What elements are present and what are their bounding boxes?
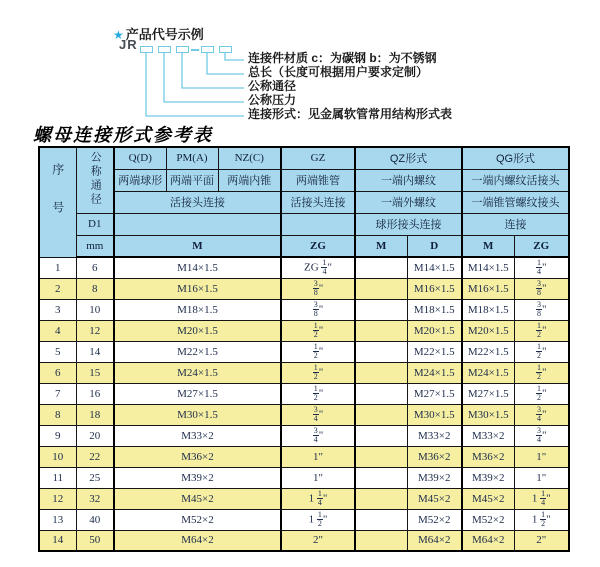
header-nzc: NZ(C) bbox=[218, 147, 281, 169]
header-gz-join: 活接头连接 bbox=[281, 191, 355, 213]
cell-qg-m: M52×2 bbox=[462, 509, 514, 530]
cell-m: M39×2 bbox=[114, 467, 281, 488]
cell-qz-d: M20×1.5 bbox=[407, 320, 462, 341]
cell-seq: 9 bbox=[39, 425, 76, 446]
header-qg-sub1: 一端内螺纹活接头 bbox=[462, 169, 569, 191]
cell-seq: 7 bbox=[39, 383, 76, 404]
cell-qz-d: M30×1.5 bbox=[407, 404, 462, 425]
header-qg-m: M bbox=[462, 235, 514, 257]
cell-qg-zg: $\frac{1}{2}$ " bbox=[514, 320, 569, 341]
cell-seq: 5 bbox=[39, 341, 76, 362]
header-zg: ZG bbox=[281, 235, 355, 257]
code-box bbox=[140, 46, 153, 53]
cell-qg-zg: $\frac{1}{2}$ " bbox=[514, 383, 569, 404]
table-row bbox=[39, 530, 569, 551]
cell-qg-zg: 1" bbox=[514, 467, 569, 488]
cell-m: M20×1.5 bbox=[114, 320, 281, 341]
cell-seq: 13 bbox=[39, 509, 76, 530]
cell-m: M36×2 bbox=[114, 446, 281, 467]
cell-qz-m bbox=[355, 446, 407, 467]
cell-qg-m: M33×2 bbox=[462, 425, 514, 446]
header-blank-gz bbox=[281, 213, 355, 235]
cell-gz: $\frac{3}{4}$ " bbox=[281, 404, 355, 425]
table-body bbox=[39, 257, 569, 551]
table-row bbox=[39, 509, 569, 530]
nut-connection-table bbox=[38, 146, 570, 552]
cell-qg-m: M20×1.5 bbox=[462, 320, 514, 341]
header-qd-sub: 两端球形 bbox=[114, 169, 166, 191]
cell-seq: 2 bbox=[39, 278, 76, 299]
diagram-label-diameter: 公称通径 bbox=[248, 79, 297, 93]
cell-qg-zg: $\frac{3}{4}$ " bbox=[514, 404, 569, 425]
cell-dn: 20 bbox=[76, 425, 114, 446]
header-d1: D1 bbox=[76, 213, 114, 235]
cell-qz-d: M52×2 bbox=[407, 509, 462, 530]
cell-dn: 25 bbox=[76, 467, 114, 488]
cell-dn: 6 bbox=[76, 257, 114, 278]
cell-m: M33×2 bbox=[114, 425, 281, 446]
header-qd: Q(D) bbox=[114, 147, 166, 169]
cell-qg-zg: $\frac{3}{4}$ " bbox=[514, 425, 569, 446]
cell-gz: 1 $\frac{1}{4}$ " bbox=[281, 488, 355, 509]
header-gz-sub: 两端锥管 bbox=[281, 169, 355, 191]
cell-dn: 14 bbox=[76, 341, 114, 362]
code-box bbox=[176, 46, 189, 53]
cell-qg-m: M64×2 bbox=[462, 530, 514, 551]
cell-qz-d: M22×1.5 bbox=[407, 341, 462, 362]
code-box bbox=[201, 46, 214, 53]
cell-dn: 16 bbox=[76, 383, 114, 404]
cell-dn: 8 bbox=[76, 278, 114, 299]
cell-qg-zg: $\frac{1}{2}$ " bbox=[514, 341, 569, 362]
cell-gz: $\frac{3}{8}$ " bbox=[281, 299, 355, 320]
cell-qz-m bbox=[355, 362, 407, 383]
cell-dn: 15 bbox=[76, 362, 114, 383]
cell-gz: 1 $\frac{1}{2}$ " bbox=[281, 509, 355, 530]
cell-gz: 1" bbox=[281, 467, 355, 488]
header-qz-sub2: 一端外螺纹 bbox=[355, 191, 462, 213]
header-qz: QZ形式 bbox=[355, 147, 462, 169]
header-gz: GZ bbox=[281, 147, 355, 169]
cell-qz-d: M33×2 bbox=[407, 425, 462, 446]
cell-dn: 18 bbox=[76, 404, 114, 425]
header-nzc-sub: 两端内锥 bbox=[218, 169, 281, 191]
header-blank-left bbox=[114, 213, 281, 235]
table-row bbox=[39, 278, 569, 299]
cell-qg-m: M36×2 bbox=[462, 446, 514, 467]
cell-qz-m bbox=[355, 383, 407, 404]
header-union-join: 活接头连接 bbox=[114, 191, 281, 213]
header-pma: PM(A) bbox=[166, 147, 218, 169]
cell-qg-zg: 1 $\frac{1}{4}$ " bbox=[514, 488, 569, 509]
cell-seq: 4 bbox=[39, 320, 76, 341]
cell-qg-m: M24×1.5 bbox=[462, 362, 514, 383]
header-qg-sub2: 一端锥管螺纹接头 bbox=[462, 191, 569, 213]
table-row bbox=[39, 299, 569, 320]
header-mm: mm bbox=[76, 235, 114, 257]
cell-gz: $\frac{3}{4}$ " bbox=[281, 425, 355, 446]
cell-m: M27×1.5 bbox=[114, 383, 281, 404]
table-row bbox=[39, 425, 569, 446]
cell-qg-m: M45×2 bbox=[462, 488, 514, 509]
cell-qz-d: M45×2 bbox=[407, 488, 462, 509]
cell-qg-zg: $\frac{3}{8}$ " bbox=[514, 278, 569, 299]
cell-qz-d: M36×2 bbox=[407, 446, 462, 467]
cell-dn: 10 bbox=[76, 299, 114, 320]
cell-m: M30×1.5 bbox=[114, 404, 281, 425]
cell-qg-zg: 1 $\frac{1}{2}$ " bbox=[514, 509, 569, 530]
cell-gz: $\frac{1}{2}$ " bbox=[281, 320, 355, 341]
diagram-labels bbox=[248, 51, 452, 121]
code-box bbox=[158, 46, 171, 53]
cell-m: M45×2 bbox=[114, 488, 281, 509]
table-row bbox=[39, 383, 569, 404]
cell-seq: 8 bbox=[39, 404, 76, 425]
cell-gz: 2" bbox=[281, 530, 355, 551]
header-dn: 公称通径 bbox=[76, 147, 114, 213]
header-qz-join: 球形接头连接 bbox=[355, 213, 462, 235]
table-header bbox=[39, 147, 569, 257]
header-qg: QG形式 bbox=[462, 147, 569, 169]
table-title: 螺母连接形式参考表 bbox=[33, 125, 213, 145]
cell-gz: $\frac{3}{8}$ " bbox=[281, 278, 355, 299]
diagram-label-pressure: 公称压力 bbox=[248, 93, 297, 107]
cell-qz-m bbox=[355, 488, 407, 509]
cell-qg-m: M16×1.5 bbox=[462, 278, 514, 299]
cell-qz-d: M18×1.5 bbox=[407, 299, 462, 320]
diagram-label-length: 总长（长度可根据用户要求定制） bbox=[248, 65, 429, 79]
star-icon: ★ bbox=[113, 28, 124, 42]
cell-qg-m: M27×1.5 bbox=[462, 383, 514, 404]
cell-m: M24×1.5 bbox=[114, 362, 281, 383]
cell-gz: ZG $\frac{1}{4}$ " bbox=[281, 257, 355, 278]
cell-qz-d: M39×2 bbox=[407, 467, 462, 488]
cell-dn: 12 bbox=[76, 320, 114, 341]
table-row bbox=[39, 404, 569, 425]
cell-dn: 22 bbox=[76, 446, 114, 467]
cell-seq: 12 bbox=[39, 488, 76, 509]
cell-qz-d: M24×1.5 bbox=[407, 362, 462, 383]
cell-seq: 14 bbox=[39, 530, 76, 551]
cell-qz-m bbox=[355, 425, 407, 446]
header-qz-m: M bbox=[355, 235, 407, 257]
cell-qz-m bbox=[355, 320, 407, 341]
cell-qz-m bbox=[355, 404, 407, 425]
cell-qz-d: M16×1.5 bbox=[407, 278, 462, 299]
code-box bbox=[219, 46, 232, 53]
cell-qg-zg: $\frac{1}{2}$ " bbox=[514, 362, 569, 383]
cell-gz: $\frac{1}{2}$ " bbox=[281, 383, 355, 404]
diagram-label-connection: 连接形式：见金属软管常用结构形式表 bbox=[248, 107, 453, 121]
header-qz-sub1: 一端内螺纹 bbox=[355, 169, 462, 191]
cell-qg-zg: $\frac{3}{8}$ " bbox=[514, 299, 569, 320]
header-qg-join: 连接 bbox=[462, 213, 569, 235]
cell-qz-d: M64×2 bbox=[407, 530, 462, 551]
table-row bbox=[39, 320, 569, 341]
cell-dn: 32 bbox=[76, 488, 114, 509]
header-seq: 序号 bbox=[39, 147, 76, 257]
header-pma-sub: 两端平面 bbox=[166, 169, 218, 191]
cell-qz-d: M14×1.5 bbox=[407, 257, 462, 278]
cell-qz-m bbox=[355, 509, 407, 530]
table-row bbox=[39, 362, 569, 383]
cell-dn: 50 bbox=[76, 530, 114, 551]
header-qz-d: D bbox=[407, 235, 462, 257]
cell-seq: 1 bbox=[39, 257, 76, 278]
cell-m: M64×2 bbox=[114, 530, 281, 551]
cell-m: M22×1.5 bbox=[114, 341, 281, 362]
cell-qz-m bbox=[355, 341, 407, 362]
header-qg-zg: ZG bbox=[514, 235, 569, 257]
cell-m: M14×1.5 bbox=[114, 257, 281, 278]
cell-qg-m: M39×2 bbox=[462, 467, 514, 488]
code-prefix: JR bbox=[119, 37, 138, 52]
diagram-label-material: 连接件材质 c：为碳钢 b：为不锈钢 bbox=[248, 51, 437, 65]
cell-qg-m: M30×1.5 bbox=[462, 404, 514, 425]
table-row bbox=[39, 446, 569, 467]
cell-qg-zg: $\frac{1}{4}$ " bbox=[514, 257, 569, 278]
cell-qz-m bbox=[355, 257, 407, 278]
cell-qg-m: M14×1.5 bbox=[462, 257, 514, 278]
code-dash bbox=[191, 49, 199, 51]
table-row bbox=[39, 257, 569, 278]
table-row bbox=[39, 467, 569, 488]
cell-m: M18×1.5 bbox=[114, 299, 281, 320]
cell-qg-zg: 2" bbox=[514, 530, 569, 551]
cell-seq: 3 bbox=[39, 299, 76, 320]
cell-qg-m: M22×1.5 bbox=[462, 341, 514, 362]
cell-m: M16×1.5 bbox=[114, 278, 281, 299]
cell-qg-zg: 1" bbox=[514, 446, 569, 467]
table-row bbox=[39, 488, 569, 509]
cell-dn: 40 bbox=[76, 509, 114, 530]
cell-seq: 6 bbox=[39, 362, 76, 383]
cell-m: M52×2 bbox=[114, 509, 281, 530]
cell-seq: 10 bbox=[39, 446, 76, 467]
cell-gz: $\frac{1}{2}$ " bbox=[281, 341, 355, 362]
cell-seq: 11 bbox=[39, 467, 76, 488]
cell-qz-m bbox=[355, 278, 407, 299]
cell-qz-m bbox=[355, 299, 407, 320]
cell-qg-m: M18×1.5 bbox=[462, 299, 514, 320]
cell-qz-d: M27×1.5 bbox=[407, 383, 462, 404]
cell-gz: $\frac{1}{2}$ " bbox=[281, 362, 355, 383]
table-row bbox=[39, 341, 569, 362]
cell-qz-m bbox=[355, 530, 407, 551]
header-m: M bbox=[114, 235, 281, 257]
cell-gz: 1" bbox=[281, 446, 355, 467]
cell-qz-m bbox=[355, 467, 407, 488]
diagram-title-text: 产品代号示例 bbox=[125, 27, 204, 42]
